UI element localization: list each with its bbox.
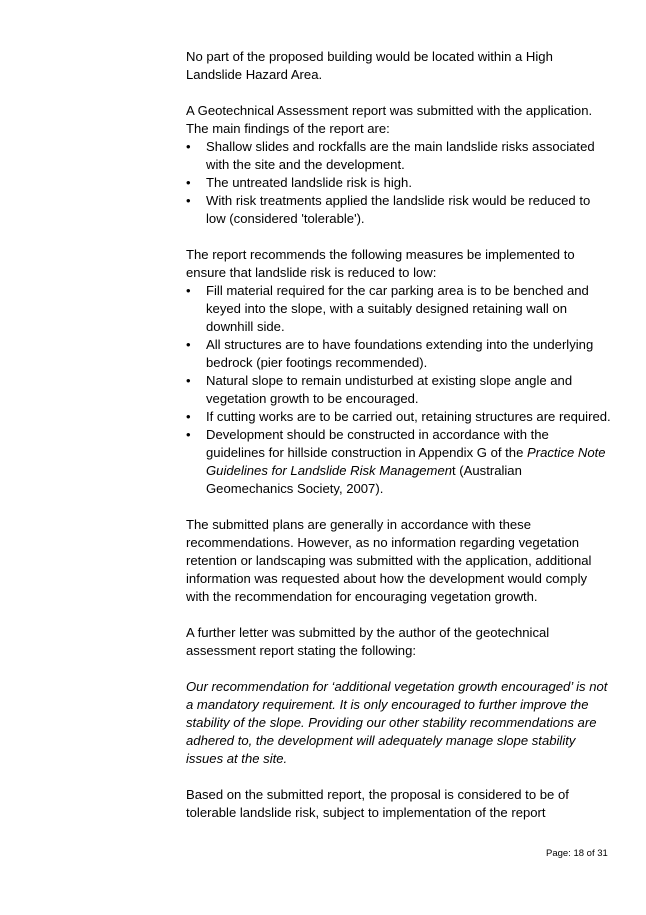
list-item: • With risk treatments applied the landslide risk would be reduced to low (considered 'tolerable'). [186, 192, 611, 228]
practice-note-title: Practice Note Guidelines for Landslide Risk Managemen [206, 445, 606, 478]
assessment-paragraph: A Geotechnical Assessment report was submitted with the application. The main findings of the report are: [186, 103, 593, 136]
measures-list [186, 282, 611, 498]
list-item: • Natural slope to remain undisturbed at existing slope angle and vegetation growth to be encouraged. [186, 372, 611, 408]
document-body [186, 48, 611, 822]
letter-paragraph: A further letter was submitted by the author of the geotechnical assessment report stating the following: [186, 625, 550, 658]
conclusion-paragraph: Based on the submitted report, the proposal is considered to be of tolerable landslide risk, subject to implementation of the report [186, 787, 569, 820]
page-number: Page: 18 of 31 [546, 848, 608, 859]
list-item: • The untreated landslide risk is high. [186, 174, 611, 192]
findings-list [186, 138, 611, 228]
guidelines-text: Development should be constructed in accordance with the guidelines for hillside construction in Appendix G of the [206, 427, 549, 460]
quoted-letter: Our recommendation for ‘additional vegetation growth encouraged’ is not a mandatory requirement. It is only encouraged to further improve the stability of the slope. Providing our other stability recommendations are adhered to, the development will adequately manage slope stability issues at the site. [186, 679, 608, 766]
recommends-paragraph: The report recommends the following measures be implemented to ensure that landslide risk is reduced to low: [186, 247, 575, 280]
list-item-guidelines [186, 426, 611, 498]
list-item: • All structures are to have foundations extending into the underlying bedrock (pier footings recommended). [186, 336, 611, 372]
list-item: • Shallow slides and rockfalls are the main landslide risks associated with the site and the development. [186, 138, 611, 174]
list-item: • If cutting works are to be carried out, retaining structures are required. [186, 408, 611, 426]
list-item: • Fill material required for the car parking area is to be benched and keyed into the slope, with a suitably designed retaining wall on downhill side. [186, 282, 611, 336]
guidelines-citation: t (Australian Geomechanics Society, 2007). [206, 463, 522, 496]
intro-paragraph: No part of the proposed building would be located within a High Landslide Hazard Area. [186, 49, 553, 82]
plans-paragraph: The submitted plans are generally in accordance with these recommendations. However, as no information regarding vegetation retention or landscaping was submitted with the application, additional information was requested about how the development would comply with the recommendation for encouraging vegetation growth. [186, 517, 592, 604]
